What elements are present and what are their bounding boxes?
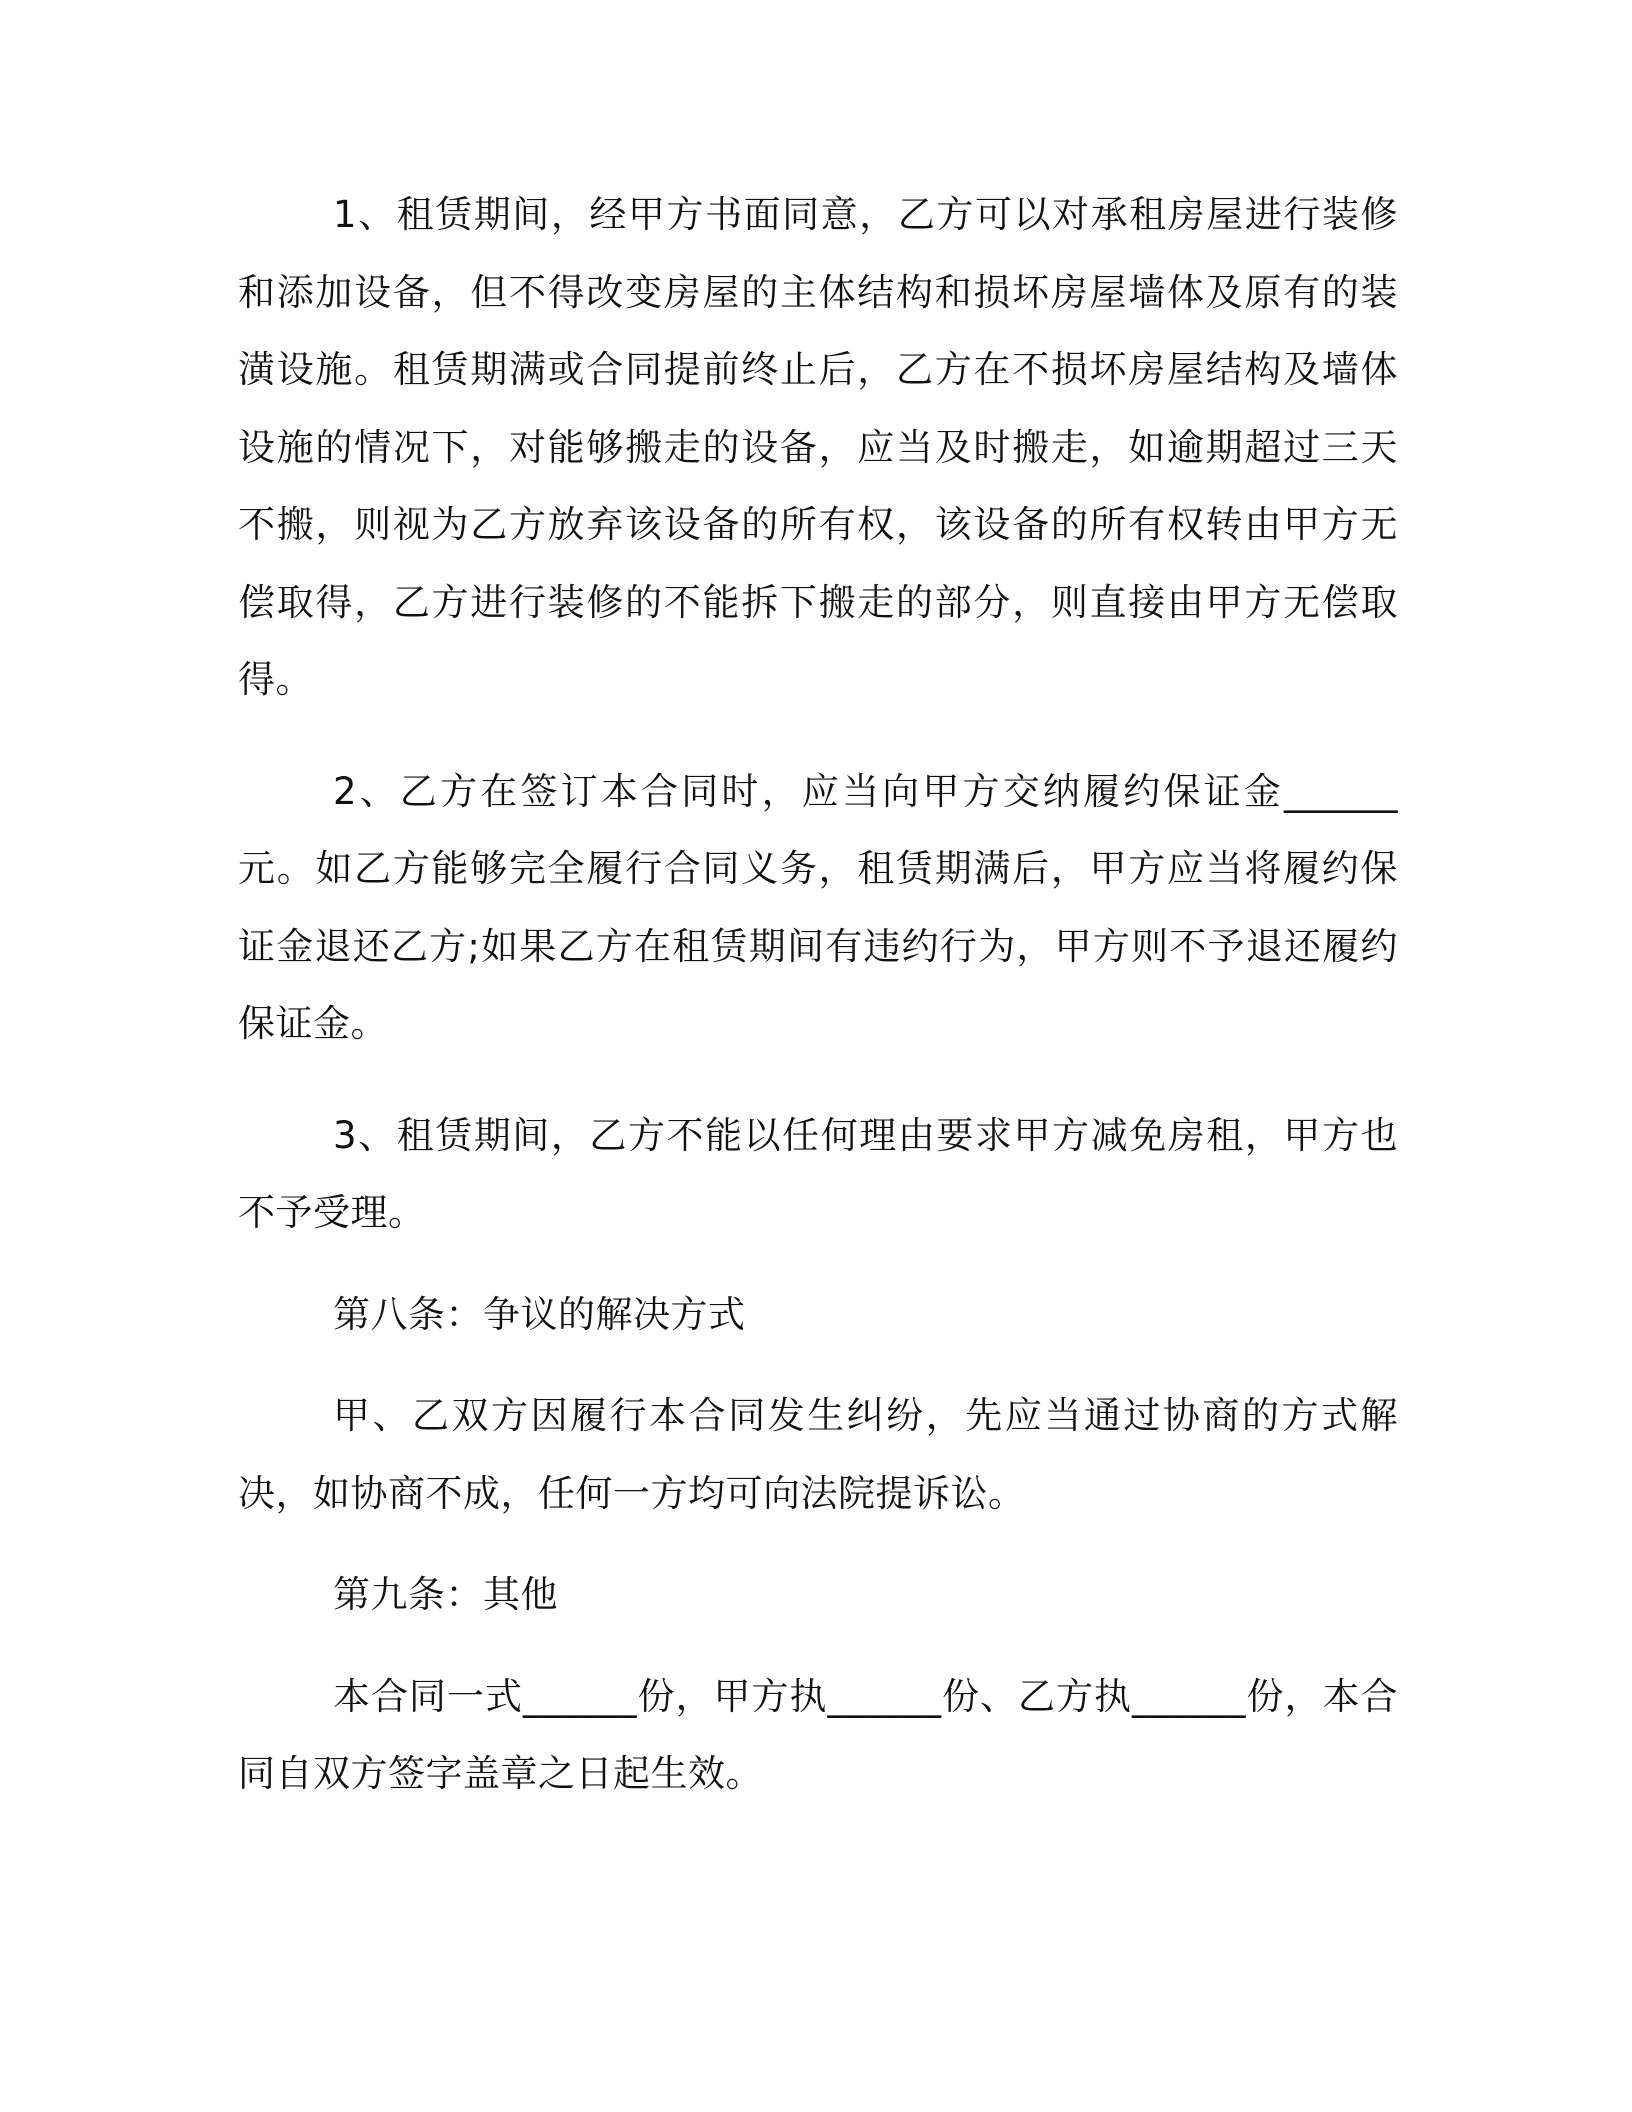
- article-8-paragraph: 甲、乙双方因履行本合同发生纠纷，先应当通过协商的方式解决，如协商不成，任何一方均可向法院提诉讼。: [238, 1394, 1398, 1515]
- document-body: [238, 176, 1398, 1813]
- article-9-heading: 第九条：其他: [333, 1573, 558, 1616]
- article-9-paragraph: 本合同一式______份，甲方执______份、乙方执______份，本合同自双方签字盖章之日起生效。: [238, 1674, 1398, 1795]
- clause-paragraph-1: 1、租赁期间，经甲方书面同意，乙方可以对承租房屋进行装修和添加设备，但不得改变房屋的主体结构和损坏房屋墙体及原有的装潢设施。租赁期满或合同提前终止后，乙方在不损坏房屋结构及墙体设施的情况下，对能够搬走的设备，应当及时搬走，如逾期超过三天不搬，则视为乙方放弃该设备的所有权，该设备的所有权转由甲方无偿取得，乙方进行装修的不能拆下搬走的部分，则直接由甲方无偿取得。: [238, 193, 1398, 701]
- clause-paragraph-3: 3、租赁期间，乙方不能以任何理由要求甲方减免房租，甲方也不予受理。: [238, 1113, 1398, 1234]
- clause-paragraph-2: 2、乙方在签订本合同时，应当向甲方交纳履约保证金______元。如乙方能够完全履行合同义务，租赁期满后，甲方应当将履约保证金退还乙方;如果乙方在租赁期间有违约行为，甲方则不予退还履约保证金。: [238, 769, 1398, 1045]
- article-8-heading: 第八条：争议的解决方式: [333, 1292, 746, 1336]
